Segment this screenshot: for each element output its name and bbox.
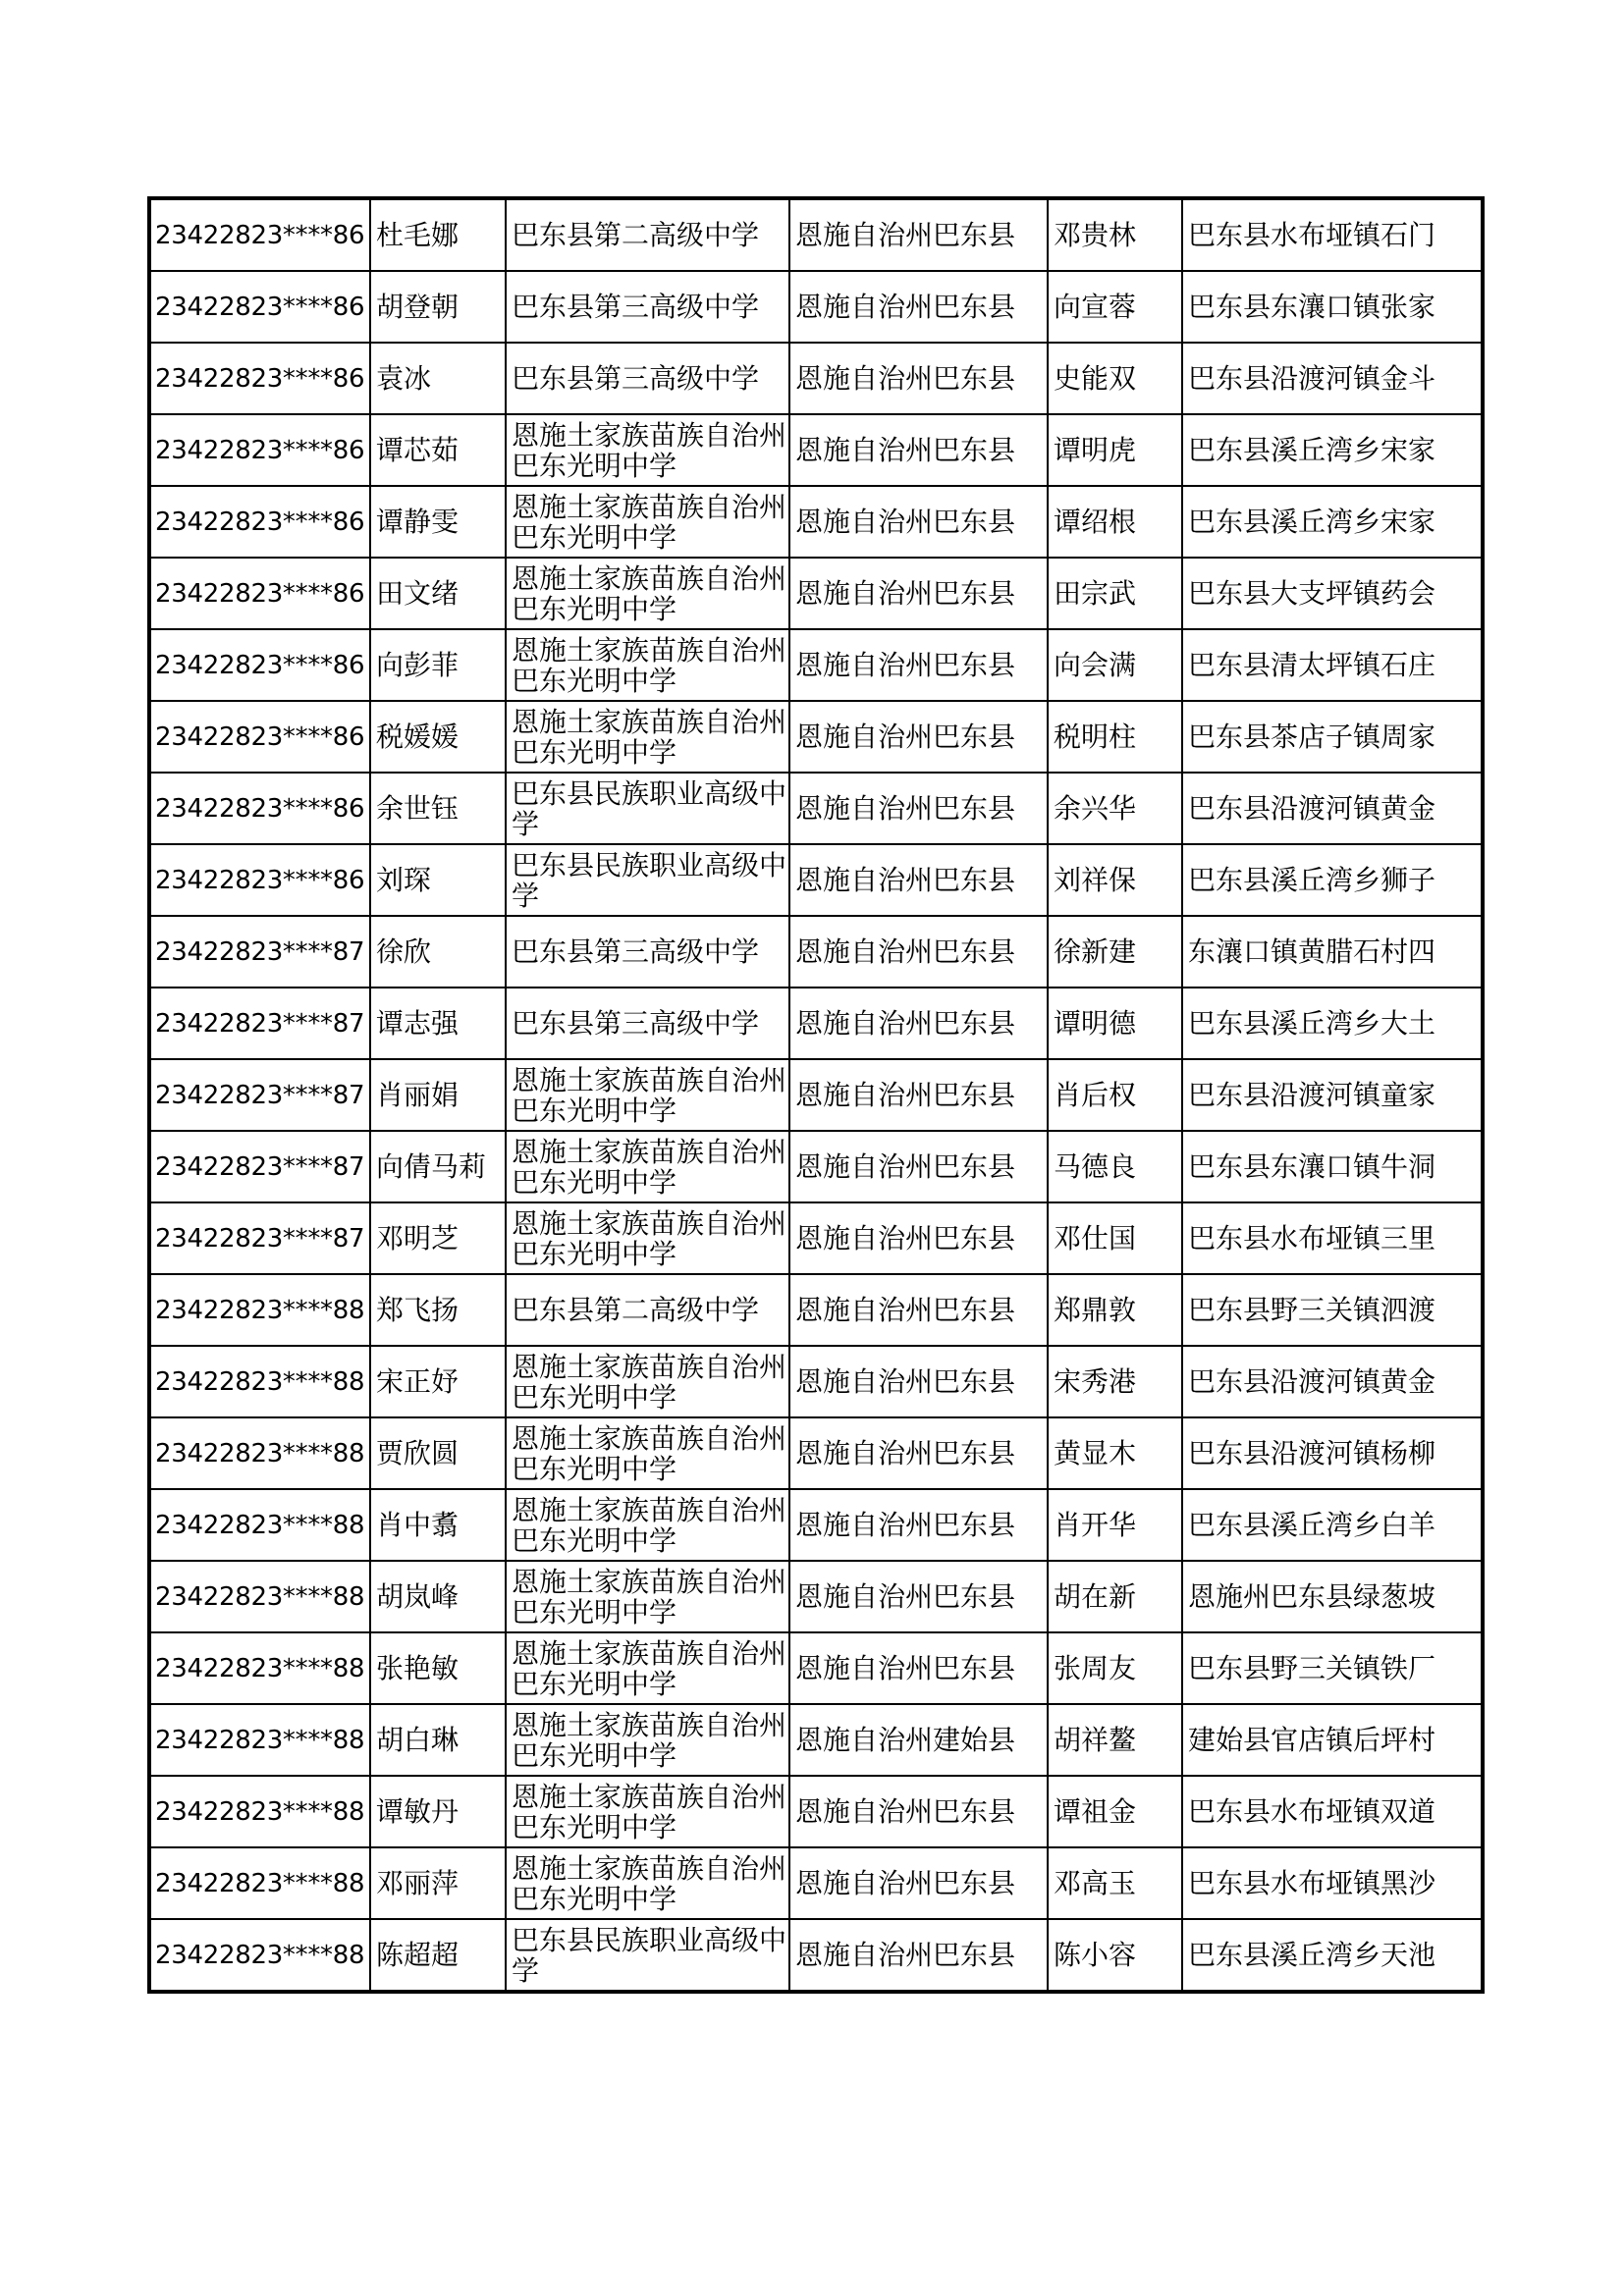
id-cell: 23422823****87	[149, 1202, 370, 1274]
region-cell: 恩施自治州巴东县	[789, 271, 1048, 343]
address-cell: 巴东县沿渡河镇杨柳	[1182, 1417, 1483, 1489]
table-row	[149, 1776, 1483, 1847]
school-cell: 恩施土家族苗族自治州巴东光明中学	[506, 629, 789, 701]
guardian-cell: 郑鼎敦	[1048, 1274, 1182, 1346]
school-cell: 恩施土家族苗族自治州巴东光明中学	[506, 1632, 789, 1704]
name-cell: 贾欣圆	[370, 1417, 506, 1489]
guardian-cell: 余兴华	[1048, 773, 1182, 844]
name-cell: 杜毛娜	[370, 198, 506, 271]
name-cell: 谭敏丹	[370, 1776, 506, 1847]
id-cell: 23422823****88	[149, 1274, 370, 1346]
school-cell: 巴东县民族职业高级中学	[506, 844, 789, 916]
school-cell: 巴东县第二高级中学	[506, 1274, 789, 1346]
name-cell: 徐欣	[370, 916, 506, 988]
table-row	[149, 1202, 1483, 1274]
name-cell: 陈超超	[370, 1919, 506, 1992]
address-cell: 巴东县溪丘湾乡白羊	[1182, 1489, 1483, 1561]
school-cell: 巴东县民族职业高级中学	[506, 773, 789, 844]
guardian-cell: 张周友	[1048, 1632, 1182, 1704]
address-cell: 巴东县沿渡河镇童家	[1182, 1059, 1483, 1131]
region-cell: 恩施自治州巴东县	[789, 1489, 1048, 1561]
address-cell: 巴东县野三关镇铁厂	[1182, 1632, 1483, 1704]
id-cell: 23422823****86	[149, 198, 370, 271]
id-cell: 23422823****88	[149, 1847, 370, 1919]
school-cell: 恩施土家族苗族自治州巴东光明中学	[506, 486, 789, 558]
table-row	[149, 844, 1483, 916]
region-cell: 恩施自治州巴东县	[789, 1847, 1048, 1919]
table-row	[149, 916, 1483, 988]
id-cell: 23422823****86	[149, 414, 370, 486]
address-cell: 东瀼口镇黄腊石村四	[1182, 916, 1483, 988]
school-cell: 恩施土家族苗族自治州巴东光明中学	[506, 558, 789, 629]
id-cell: 23422823****86	[149, 844, 370, 916]
address-cell: 巴东县溪丘湾乡宋家	[1182, 486, 1483, 558]
region-cell: 恩施自治州巴东县	[789, 1417, 1048, 1489]
id-cell: 23422823****88	[149, 1561, 370, 1632]
id-cell: 23422823****86	[149, 343, 370, 414]
region-cell: 恩施自治州巴东县	[789, 414, 1048, 486]
address-cell: 巴东县野三关镇泗渡	[1182, 1274, 1483, 1346]
table-row	[149, 1417, 1483, 1489]
id-cell: 23422823****86	[149, 486, 370, 558]
region-cell: 恩施自治州巴东县	[789, 343, 1048, 414]
id-cell: 23422823****87	[149, 1131, 370, 1202]
address-cell: 建始县官店镇后坪村	[1182, 1704, 1483, 1776]
guardian-cell: 胡祥鳌	[1048, 1704, 1182, 1776]
address-cell: 巴东县东瀼口镇牛洞	[1182, 1131, 1483, 1202]
address-cell: 巴东县水布垭镇黑沙	[1182, 1847, 1483, 1919]
name-cell: 肖中翥	[370, 1489, 506, 1561]
guardian-cell: 田宗武	[1048, 558, 1182, 629]
address-cell: 巴东县沿渡河镇黄金	[1182, 773, 1483, 844]
guardian-cell: 向宣蓉	[1048, 271, 1182, 343]
guardian-cell: 谭明德	[1048, 988, 1182, 1059]
school-cell: 恩施土家族苗族自治州巴东光明中学	[506, 1847, 789, 1919]
name-cell: 肖丽娟	[370, 1059, 506, 1131]
name-cell: 宋正妤	[370, 1346, 506, 1417]
region-cell: 恩施自治州巴东县	[789, 1131, 1048, 1202]
table-row	[149, 343, 1483, 414]
student-table	[147, 196, 1485, 1994]
table-row	[149, 1346, 1483, 1417]
table-row	[149, 629, 1483, 701]
name-cell: 郑飞扬	[370, 1274, 506, 1346]
region-cell: 恩施自治州巴东县	[789, 1202, 1048, 1274]
guardian-cell: 马德良	[1048, 1131, 1182, 1202]
school-cell: 恩施土家族苗族自治州巴东光明中学	[506, 1059, 789, 1131]
table-row	[149, 773, 1483, 844]
school-cell: 恩施土家族苗族自治州巴东光明中学	[506, 1202, 789, 1274]
table-row	[149, 1059, 1483, 1131]
table-row	[149, 414, 1483, 486]
name-cell: 税媛媛	[370, 701, 506, 773]
region-cell: 恩施自治州巴东县	[789, 558, 1048, 629]
id-cell: 23422823****88	[149, 1346, 370, 1417]
name-cell: 胡白琳	[370, 1704, 506, 1776]
school-cell: 恩施土家族苗族自治州巴东光明中学	[506, 1417, 789, 1489]
guardian-cell: 向会满	[1048, 629, 1182, 701]
id-cell: 23422823****88	[149, 1489, 370, 1561]
id-cell: 23422823****86	[149, 773, 370, 844]
school-cell: 恩施土家族苗族自治州巴东光明中学	[506, 1776, 789, 1847]
name-cell: 谭芯茹	[370, 414, 506, 486]
id-cell: 23422823****87	[149, 916, 370, 988]
guardian-cell: 黄显木	[1048, 1417, 1182, 1489]
id-cell: 23422823****86	[149, 558, 370, 629]
table-row	[149, 1561, 1483, 1632]
table-row	[149, 1847, 1483, 1919]
region-cell: 恩施自治州巴东县	[789, 1561, 1048, 1632]
address-cell: 恩施州巴东县绿葱坡	[1182, 1561, 1483, 1632]
school-cell: 恩施土家族苗族自治州巴东光明中学	[506, 414, 789, 486]
guardian-cell: 徐新建	[1048, 916, 1182, 988]
id-cell: 23422823****88	[149, 1704, 370, 1776]
school-cell: 恩施土家族苗族自治州巴东光明中学	[506, 1704, 789, 1776]
guardian-cell: 胡在新	[1048, 1561, 1182, 1632]
table-row	[149, 271, 1483, 343]
address-cell: 巴东县清太坪镇石庄	[1182, 629, 1483, 701]
table-row	[149, 1632, 1483, 1704]
region-cell: 恩施自治州巴东县	[789, 629, 1048, 701]
school-cell: 恩施土家族苗族自治州巴东光明中学	[506, 701, 789, 773]
address-cell: 巴东县溪丘湾乡大土	[1182, 988, 1483, 1059]
address-cell: 巴东县茶店子镇周家	[1182, 701, 1483, 773]
guardian-cell: 史能双	[1048, 343, 1182, 414]
name-cell: 胡登朝	[370, 271, 506, 343]
guardian-cell: 邓高玉	[1048, 1847, 1182, 1919]
school-cell: 巴东县第三高级中学	[506, 916, 789, 988]
address-cell: 巴东县溪丘湾乡狮子	[1182, 844, 1483, 916]
id-cell: 23422823****86	[149, 629, 370, 701]
table-row	[149, 1131, 1483, 1202]
guardian-cell: 陈小容	[1048, 1919, 1182, 1992]
name-cell: 张艳敏	[370, 1632, 506, 1704]
name-cell: 谭静雯	[370, 486, 506, 558]
guardian-cell: 肖开华	[1048, 1489, 1182, 1561]
name-cell: 向彭菲	[370, 629, 506, 701]
name-cell: 邓丽萍	[370, 1847, 506, 1919]
id-cell: 23422823****88	[149, 1632, 370, 1704]
school-cell: 恩施土家族苗族自治州巴东光明中学	[506, 1346, 789, 1417]
guardian-cell: 肖后权	[1048, 1059, 1182, 1131]
table-row	[149, 486, 1483, 558]
guardian-cell: 刘祥保	[1048, 844, 1182, 916]
region-cell: 恩施自治州巴东县	[789, 916, 1048, 988]
region-cell: 恩施自治州巴东县	[789, 1059, 1048, 1131]
address-cell: 巴东县沿渡河镇黄金	[1182, 1346, 1483, 1417]
table-row	[149, 1274, 1483, 1346]
id-cell: 23422823****87	[149, 988, 370, 1059]
region-cell: 恩施自治州建始县	[789, 1704, 1048, 1776]
table-row	[149, 1704, 1483, 1776]
name-cell: 余世钰	[370, 773, 506, 844]
region-cell: 恩施自治州巴东县	[789, 1776, 1048, 1847]
name-cell: 袁冰	[370, 343, 506, 414]
school-cell: 巴东县第三高级中学	[506, 343, 789, 414]
table-row	[149, 558, 1483, 629]
guardian-cell: 谭绍根	[1048, 486, 1182, 558]
school-cell: 巴东县民族职业高级中学	[506, 1919, 789, 1992]
id-cell: 23422823****86	[149, 271, 370, 343]
address-cell: 巴东县水布垭镇石门	[1182, 198, 1483, 271]
school-cell: 恩施土家族苗族自治州巴东光明中学	[506, 1489, 789, 1561]
id-cell: 23422823****86	[149, 701, 370, 773]
guardian-cell: 谭明虎	[1048, 414, 1182, 486]
address-cell: 巴东县大支坪镇药会	[1182, 558, 1483, 629]
region-cell: 恩施自治州巴东县	[789, 1274, 1048, 1346]
table-row	[149, 701, 1483, 773]
address-cell: 巴东县沿渡河镇金斗	[1182, 343, 1483, 414]
name-cell: 刘琛	[370, 844, 506, 916]
name-cell: 谭志强	[370, 988, 506, 1059]
name-cell: 向倩马莉	[370, 1131, 506, 1202]
region-cell: 恩施自治州巴东县	[789, 844, 1048, 916]
table-body	[149, 198, 1483, 1992]
region-cell: 恩施自治州巴东县	[789, 1632, 1048, 1704]
school-cell: 巴东县第三高级中学	[506, 988, 789, 1059]
region-cell: 恩施自治州巴东县	[789, 1346, 1048, 1417]
school-cell: 巴东县第三高级中学	[506, 271, 789, 343]
id-cell: 23422823****88	[149, 1776, 370, 1847]
guardian-cell: 谭祖金	[1048, 1776, 1182, 1847]
region-cell: 恩施自治州巴东县	[789, 486, 1048, 558]
region-cell: 恩施自治州巴东县	[789, 1919, 1048, 1992]
region-cell: 恩施自治州巴东县	[789, 701, 1048, 773]
address-cell: 巴东县东瀼口镇张家	[1182, 271, 1483, 343]
school-cell: 恩施土家族苗族自治州巴东光明中学	[506, 1561, 789, 1632]
school-cell: 恩施土家族苗族自治州巴东光明中学	[506, 1131, 789, 1202]
address-cell: 巴东县溪丘湾乡宋家	[1182, 414, 1483, 486]
guardian-cell: 宋秀港	[1048, 1346, 1182, 1417]
guardian-cell: 税明柱	[1048, 701, 1182, 773]
table-row	[149, 1489, 1483, 1561]
school-cell: 巴东县第二高级中学	[506, 198, 789, 271]
name-cell: 田文绪	[370, 558, 506, 629]
table-row	[149, 1919, 1483, 1992]
region-cell: 恩施自治州巴东县	[789, 198, 1048, 271]
table-row	[149, 198, 1483, 271]
name-cell: 邓明芝	[370, 1202, 506, 1274]
id-cell: 23422823****88	[149, 1919, 370, 1992]
id-cell: 23422823****87	[149, 1059, 370, 1131]
guardian-cell: 邓贵林	[1048, 198, 1182, 271]
region-cell: 恩施自治州巴东县	[789, 988, 1048, 1059]
table-row	[149, 988, 1483, 1059]
region-cell: 恩施自治州巴东县	[789, 773, 1048, 844]
address-cell: 巴东县水布垭镇三里	[1182, 1202, 1483, 1274]
address-cell: 巴东县溪丘湾乡天池	[1182, 1919, 1483, 1992]
guardian-cell: 邓仕国	[1048, 1202, 1182, 1274]
id-cell: 23422823****88	[149, 1417, 370, 1489]
name-cell: 胡岚峰	[370, 1561, 506, 1632]
address-cell: 巴东县水布垭镇双道	[1182, 1776, 1483, 1847]
